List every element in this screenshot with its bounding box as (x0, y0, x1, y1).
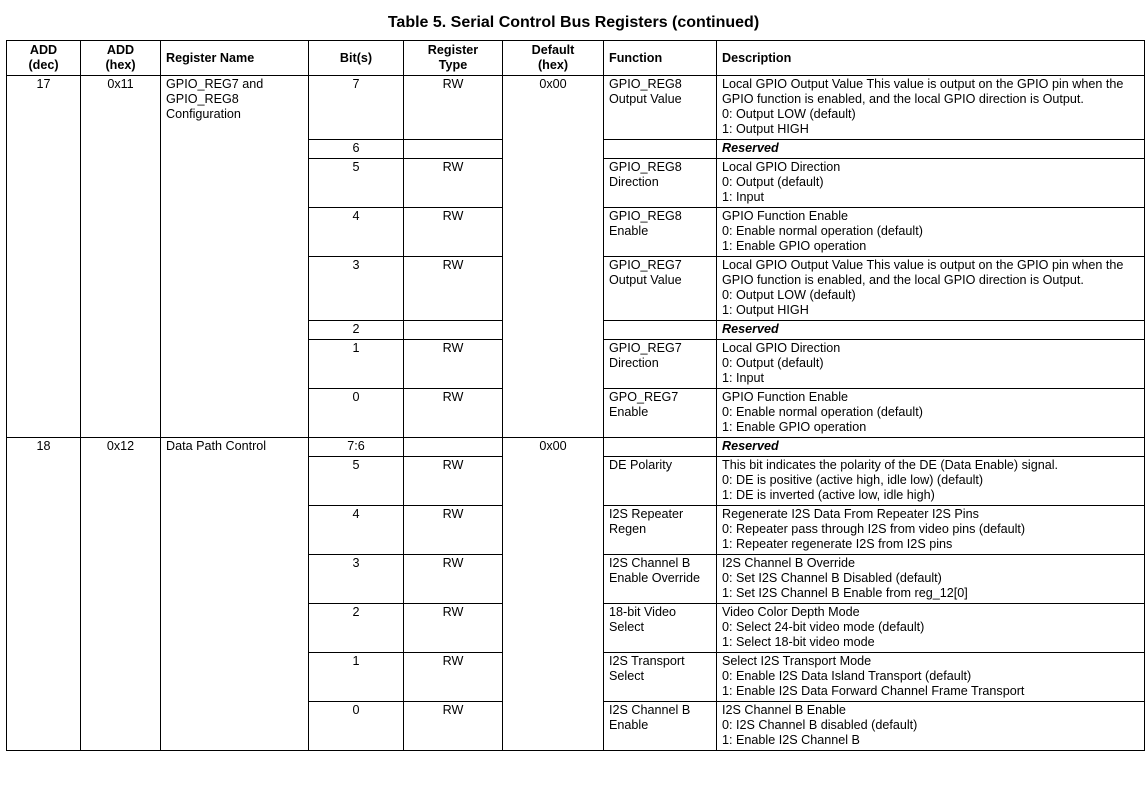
header-add-dec: ADD (dec) (7, 41, 81, 76)
bit-field: 2 (309, 321, 404, 340)
description: Local GPIO Direction 0: Output (default) 1: Input (717, 340, 1145, 389)
register-type: RW (404, 257, 503, 321)
function-name: GPIO_REG8 Direction (604, 159, 717, 208)
description: GPIO Function Enable 0: Enable normal operation (default) 1: Enable GPIO operation (717, 208, 1145, 257)
bit-field: 0 (309, 702, 404, 751)
bit-field: 7 (309, 76, 404, 140)
register-type: RW (404, 340, 503, 389)
description: Reserved (717, 438, 1145, 457)
bit-field: 3 (309, 257, 404, 321)
description: I2S Channel B Override 0: Set I2S Channel B Disabled (default) 1: Set I2S Channel B Enable from reg_12[0] (717, 555, 1145, 604)
register-type: RW (404, 702, 503, 751)
description: Local GPIO Output Value This value is output on the GPIO pin when the GPIO function is enabled, and the local GPIO direction is Output. 0: Output LOW (default) 1: Output HIGH (717, 76, 1145, 140)
header-default-hex: Default (hex) (503, 41, 604, 76)
bit-field: 1 (309, 653, 404, 702)
register-type (404, 140, 503, 159)
description: GPIO Function Enable 0: Enable normal operation (default) 1: Enable GPIO operation (717, 389, 1145, 438)
table-title: Table 5. Serial Control Bus Registers (continued) (387, 14, 760, 31)
description: This bit indicates the polarity of the DE (Data Enable) signal. 0: DE is positive (active high, idle low) (default) 1: DE is inverted (active low, idle high) (717, 457, 1145, 506)
register-type: RW (404, 653, 503, 702)
bit-field: 3 (309, 555, 404, 604)
register-bit-row (7, 76, 1145, 140)
register-bit-row (7, 438, 1145, 457)
register-type: RW (404, 389, 503, 438)
function-name: GPIO_REG7 Direction (604, 340, 717, 389)
register-type: RW (404, 457, 503, 506)
register-address-hex: 0x11 (81, 76, 161, 438)
header-register-type: Register Type (404, 41, 503, 76)
default-value: 0x00 (503, 438, 604, 751)
register-name: GPIO_REG7 and GPIO_REG8 Configuration (161, 76, 309, 438)
function-name: I2S Channel B Enable Override (604, 555, 717, 604)
register-type: RW (404, 208, 503, 257)
description: Reserved (717, 321, 1145, 340)
description: Reserved (717, 140, 1145, 159)
header-bits: Bit(s) (309, 41, 404, 76)
register-address-hex: 0x12 (81, 438, 161, 751)
description: Local GPIO Direction 0: Output (default) 1: Input (717, 159, 1145, 208)
bit-field: 7:6 (309, 438, 404, 457)
function-name: GPIO_REG8 Enable (604, 208, 717, 257)
header-row (7, 41, 1145, 76)
bit-field: 5 (309, 159, 404, 208)
bit-field: 2 (309, 604, 404, 653)
function-name: DE Polarity (604, 457, 717, 506)
header-add-hex: ADD (hex) (81, 41, 161, 76)
register-type: RW (404, 76, 503, 140)
register-address-dec: 18 (7, 438, 81, 751)
function-name: GPIO_REG8 Output Value (604, 76, 717, 140)
description: Video Color Depth Mode 0: Select 24-bit video mode (default) 1: Select 18-bit video mode (717, 604, 1145, 653)
register-table (6, 40, 1145, 751)
description: I2S Channel B Enable 0: I2S Channel B disabled (default) 1: Enable I2S Channel B (717, 702, 1145, 751)
function-name: I2S Transport Select (604, 653, 717, 702)
bit-field: 6 (309, 140, 404, 159)
register-type: RW (404, 604, 503, 653)
register-name: Data Path Control (161, 438, 309, 751)
register-type: RW (404, 159, 503, 208)
function-name (604, 140, 717, 159)
register-type (404, 321, 503, 340)
register-address-dec: 17 (7, 76, 81, 438)
header-description: Description (717, 41, 1145, 76)
function-name (604, 321, 717, 340)
bit-field: 0 (309, 389, 404, 438)
bit-field: 4 (309, 208, 404, 257)
function-name: I2S Repeater Regen (604, 506, 717, 555)
function-name: GPO_REG7 Enable (604, 389, 717, 438)
bit-field: 5 (309, 457, 404, 506)
bit-field: 1 (309, 340, 404, 389)
reg18-group (7, 438, 1145, 751)
description: Local GPIO Output Value This value is output on the GPIO pin when the GPIO function is enabled, and the local GPIO direction is Output. 0: Output LOW (default) 1: Output HIGH (717, 257, 1145, 321)
register-type (404, 438, 503, 457)
description: Select I2S Transport Mode 0: Enable I2S Data Island Transport (default) 1: Enable I2S Data Forward Channel Frame Transport (717, 653, 1145, 702)
bit-field: 4 (309, 506, 404, 555)
function-name: GPIO_REG7 Output Value (604, 257, 717, 321)
function-name: 18-bit Video Select (604, 604, 717, 653)
header-register-name: Register Name (161, 41, 309, 76)
register-type: RW (404, 506, 503, 555)
default-value: 0x00 (503, 76, 604, 438)
description: Regenerate I2S Data From Repeater I2S Pins 0: Repeater pass through I2S from video pins (default) 1: Repeater regenerate I2S from I2S pins (717, 506, 1145, 555)
register-type: RW (404, 555, 503, 604)
header-function: Function (604, 41, 717, 76)
function-name (604, 438, 717, 457)
function-name: I2S Channel B Enable (604, 702, 717, 751)
reg17-group (7, 76, 1145, 438)
